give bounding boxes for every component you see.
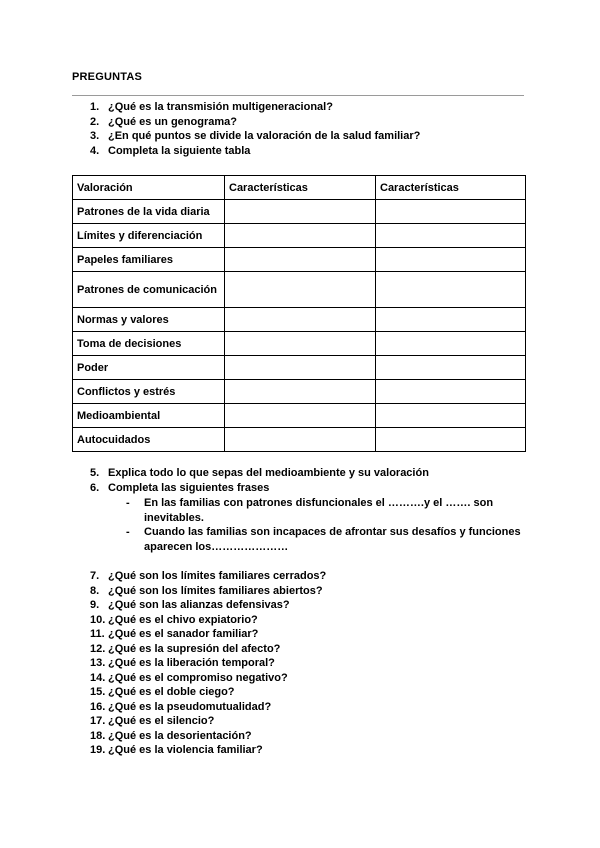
empty-cell[interactable]: [225, 356, 376, 380]
question-list-mid: [0, 466, 600, 495]
empty-cell[interactable]: [376, 272, 526, 308]
empty-cell[interactable]: [376, 332, 526, 356]
empty-cell[interactable]: [376, 428, 526, 452]
sentence-text: En las familias con patrones disfuncionales el ……….y el ……. son inevitables.: [144, 497, 494, 524]
row-label: Toma de decisiones: [73, 332, 225, 356]
question-number: 16.: [90, 700, 106, 713]
header-valoracion: Valoración: [73, 176, 225, 200]
question-number: 8.: [90, 584, 100, 597]
empty-cell[interactable]: [225, 200, 376, 224]
question-text: ¿Qué es el silencio?: [108, 715, 215, 727]
question-item: [0, 569, 600, 584]
empty-cell[interactable]: [225, 308, 376, 332]
question-text: ¿Qué es la pseudomutualidad?: [108, 700, 272, 713]
question-text: ¿En qué puntos se divide la valoración de la salud familiar?: [108, 130, 421, 142]
table-row: [73, 224, 526, 248]
question-text: ¿Qué es el sanador familiar?: [108, 628, 259, 640]
heading-divider: [72, 95, 524, 96]
question-item: [0, 584, 600, 599]
empty-cell[interactable]: [376, 248, 526, 272]
question-number: 10.: [90, 613, 106, 626]
row-label: Normas y valores: [73, 308, 225, 332]
question-list-bottom: [0, 569, 600, 758]
question-number: 19.: [90, 744, 106, 756]
table-header-row: [73, 176, 526, 200]
question-text: Explica todo lo que sepas del medioambiente y su valoración: [108, 467, 429, 479]
question-text: ¿Qué es la supresión del afecto?: [108, 642, 281, 655]
empty-cell[interactable]: [225, 248, 376, 272]
question-item: [0, 671, 600, 686]
empty-cell[interactable]: [376, 308, 526, 332]
row-label: Medioambiental: [73, 404, 225, 428]
question-number: 14.: [90, 671, 106, 684]
table-row: [73, 248, 526, 272]
sentence-list: [0, 496, 600, 554]
empty-cell[interactable]: [225, 272, 376, 308]
question-number: 2.: [90, 115, 100, 128]
question-item: [0, 627, 600, 642]
question-item: [0, 466, 600, 481]
empty-cell[interactable]: [376, 200, 526, 224]
evaluation-table: [72, 175, 526, 452]
question-item: [0, 129, 600, 144]
question-item: [0, 481, 600, 496]
question-number: 18.: [90, 729, 106, 742]
question-item: [0, 598, 600, 613]
question-number: 3.: [90, 130, 100, 142]
question-item: [0, 115, 600, 130]
question-text: ¿Qué es el doble ciego?: [108, 686, 235, 698]
question-item: [0, 100, 600, 115]
table-row: [73, 332, 526, 356]
empty-cell[interactable]: [376, 224, 526, 248]
question-text: Completa las siguientes frases: [108, 481, 270, 494]
question-number: 9.: [90, 599, 100, 611]
sentence-text: Cuando las familias son incapaces de afrontar sus desafíos y funciones aparecen los…………………: [144, 526, 521, 553]
table-row: [73, 356, 526, 380]
question-text: ¿Qué son los límites familiares abiertos?: [108, 584, 323, 597]
empty-cell[interactable]: [225, 332, 376, 356]
empty-cell[interactable]: [225, 428, 376, 452]
empty-cell[interactable]: [225, 380, 376, 404]
bullet: -: [126, 497, 130, 509]
question-number: 1.: [90, 101, 100, 113]
question-number: 4.: [90, 144, 100, 157]
empty-cell[interactable]: [225, 224, 376, 248]
table-row: [73, 428, 526, 452]
question-text: Completa la siguiente tabla: [108, 144, 251, 157]
sentence-item: [0, 525, 600, 554]
bullet: -: [126, 526, 130, 538]
empty-cell[interactable]: [376, 404, 526, 428]
question-number: 7.: [90, 570, 100, 582]
row-label: Patrones de comunicación: [73, 272, 225, 308]
question-text: ¿Qué es la desorientación?: [108, 729, 252, 742]
question-number: 5.: [90, 467, 100, 479]
question-text: ¿Qué son los límites familiares cerrados?: [108, 570, 327, 582]
empty-cell[interactable]: [376, 380, 526, 404]
empty-cell[interactable]: [376, 356, 526, 380]
question-text: ¿Qué es el compromiso negativo?: [108, 671, 288, 684]
question-item: [0, 729, 600, 744]
question-text: ¿Qué es la transmisión multigeneracional?: [108, 101, 333, 113]
question-text: ¿Qué es la violencia familiar?: [108, 744, 263, 756]
row-label: Patrones de la vida diaria: [73, 200, 225, 224]
question-item: [0, 685, 600, 700]
question-number: 15.: [90, 686, 106, 698]
question-number: 12.: [90, 642, 106, 655]
question-number: 13.: [90, 657, 106, 669]
row-label: Poder: [73, 356, 225, 380]
question-item: [0, 144, 600, 159]
table-row: [73, 200, 526, 224]
table-row: [73, 308, 526, 332]
question-text: ¿Qué es un genograma?: [108, 115, 237, 128]
row-label: Papeles familiares: [73, 248, 225, 272]
row-label: Límites y diferenciación: [73, 224, 225, 248]
question-number: 17.: [90, 715, 106, 727]
question-text: ¿Qué es el chivo expiatorio?: [108, 613, 258, 626]
question-item: [0, 613, 600, 628]
question-number: 11.: [90, 628, 105, 640]
row-label: Autocuidados: [73, 428, 225, 452]
table-row: [73, 404, 526, 428]
question-text: ¿Qué es la liberación temporal?: [108, 657, 275, 669]
empty-cell[interactable]: [225, 404, 376, 428]
row-label: Conflictos y estrés: [73, 380, 225, 404]
header-caracteristicas-1: Características: [225, 176, 376, 200]
question-item: [0, 656, 600, 671]
table-row: [73, 272, 526, 308]
question-item: [0, 743, 600, 758]
page-title: PREGUNTAS: [72, 71, 143, 83]
question-item: [0, 714, 600, 729]
question-list-top: [0, 100, 600, 158]
question-number: 6.: [90, 481, 100, 494]
question-text: ¿Qué son las alianzas defensivas?: [108, 599, 290, 611]
question-item: [0, 642, 600, 657]
sentence-item: [0, 496, 600, 525]
table-row: [73, 380, 526, 404]
header-caracteristicas-2: Características: [376, 176, 526, 200]
question-item: [0, 700, 600, 715]
